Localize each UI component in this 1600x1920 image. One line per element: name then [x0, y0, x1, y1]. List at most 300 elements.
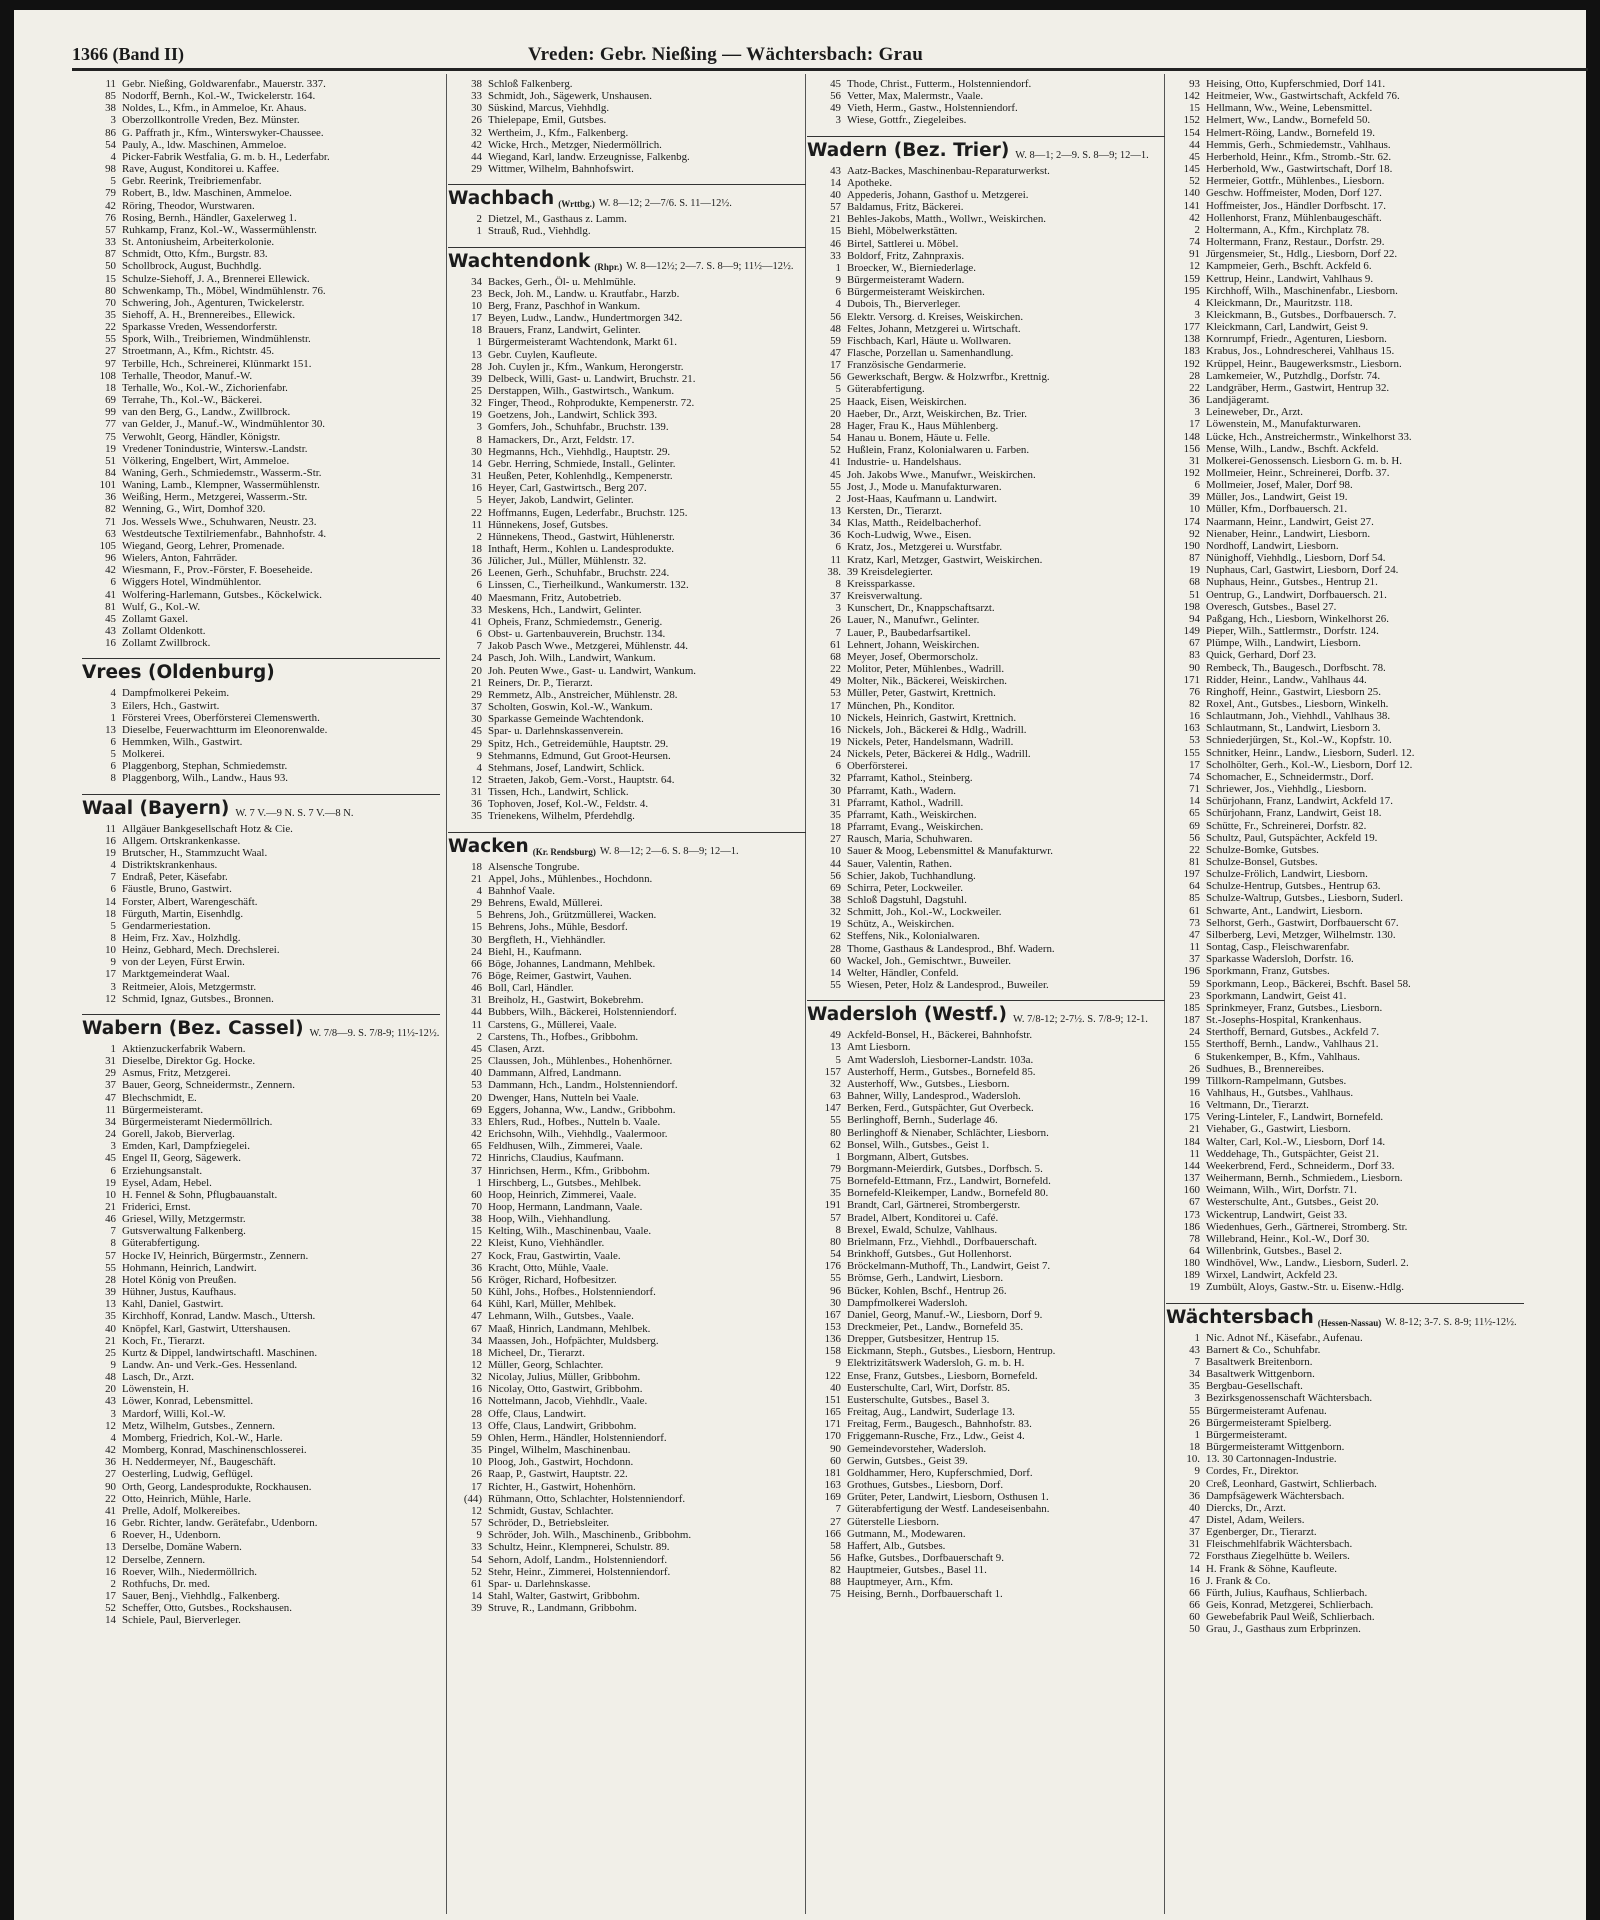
phone-number: 26 [471, 567, 482, 580]
directory-entry [1166, 1233, 1524, 1245]
phone-number: 40 [830, 188, 841, 201]
directory-entry [807, 165, 1165, 177]
phone-number: 31 [1189, 1538, 1200, 1551]
directory-entry [1166, 431, 1524, 443]
directory-entry [807, 675, 1165, 687]
phone-number: 18 [1189, 1441, 1200, 1454]
phone-number: 38. [827, 565, 841, 578]
phone-number: 79 [105, 187, 116, 200]
phone-number: 18 [471, 860, 482, 873]
phone-number: 27 [830, 1515, 841, 1528]
phone-number: 11 [105, 78, 116, 90]
subscriber-text: Distel, Adam, Weilers. [1206, 1513, 1305, 1526]
directory-entry [807, 469, 1165, 481]
phone-number: 53 [471, 1079, 482, 1092]
subscriber-text: Gorell, Jakob, Bierverlag. [122, 1128, 235, 1141]
directory-entry [807, 359, 1165, 371]
subscriber-text: Gebr. Nießing, Goldwarenfabr., Mauerstr. 337. [122, 78, 326, 90]
phone-number: 56 [830, 90, 841, 103]
phone-number: 32 [471, 1371, 482, 1384]
directory-entry [807, 590, 1165, 602]
subscriber-text: Fürguth, Martin, Eisenhdlg. [122, 907, 244, 920]
phone-number: 160 [1183, 1184, 1200, 1197]
subscriber-text: Feltes, Johann, Metzgerei u. Wirtschaft. [847, 322, 1021, 335]
directory-entry [448, 1371, 806, 1383]
phone-number: 24 [471, 945, 482, 958]
subscriber-text: Dwenger, Hans, Nutteln bei Vaale. [488, 1091, 639, 1104]
directory-entry [448, 114, 806, 126]
phone-number: 9 [110, 956, 116, 969]
subscriber-text: Egenberger, Dr., Tierarzt. [1206, 1526, 1317, 1539]
subscriber-text: Oberförsterei. [847, 760, 908, 773]
directory-entry [1166, 759, 1524, 771]
directory-entry [1166, 552, 1524, 564]
subscriber-text: Hinrichsen, Herm., Kfm., Gribbohm. [488, 1164, 650, 1177]
subscriber-text: Helmert-Röing, Landw., Bornefeld 19. [1206, 126, 1375, 139]
directory-entry [807, 724, 1165, 736]
subscriber-text: Endraß, Peter, Käsefabr. [122, 871, 228, 884]
phone-number: 16 [471, 482, 482, 495]
phone-number: 165 [824, 1406, 841, 1419]
town-region: (Wrttbg.) [558, 199, 595, 210]
directory-entry [807, 456, 1165, 468]
subscriber-text: Lauer, P., Baubedarfsartikel. [847, 626, 971, 639]
phone-number: 12 [1189, 260, 1200, 273]
town-heading [1166, 1303, 1524, 1328]
subscriber-text: Allgäuer Bankgesellschaft Hotz & Cie. [122, 822, 293, 835]
directory-entry [1166, 528, 1524, 540]
directory-column-3 [807, 78, 1165, 1904]
phone-number: 54 [105, 138, 116, 151]
phone-number: 2 [835, 492, 841, 505]
town-region: (Kr. Rendsburg) [532, 846, 596, 857]
subscriber-text: Rothfuchs, Dr. med. [122, 1577, 211, 1590]
directory-entry [448, 1383, 806, 1395]
subscriber-text: Obst- u. Gartenbauverein, Bruchstr. 134. [488, 628, 666, 641]
phone-number: 25 [471, 1055, 482, 1068]
subscriber-text: Cordes, Fr., Direktor. [1206, 1465, 1299, 1478]
subscriber-text: Terrahe, Th., Kol.-W., Bäckerei. [122, 394, 263, 407]
directory-entry [1166, 625, 1524, 637]
subscriber-text: Bornefeld-Ettmann, Frz., Landwirt, Bornefeld. [847, 1175, 1051, 1188]
phone-number: 57 [105, 223, 116, 236]
subscriber-text: Rosing, Bernh., Händler, Gaxelerweg 1. [122, 211, 297, 224]
subscriber-text: Bornefeld-Kleikemper, Landw., Bornefeld 80. [847, 1187, 1049, 1200]
subscriber-text: Gendarmeriestation. [122, 919, 211, 932]
directory-entry [82, 285, 440, 297]
directory-entry [448, 774, 806, 786]
office-hours: W. 8-12; 3-7. S. 8-9; 11½-12½. [1385, 1316, 1517, 1328]
subscriber-text: Rühmann, Otto, Schlachter, Holstenniendorf. [488, 1492, 686, 1505]
town-name: Wacken [448, 835, 529, 857]
phone-number: (44) [463, 1492, 482, 1505]
phone-number: 141 [1183, 199, 1200, 212]
directory-entry [82, 479, 440, 491]
subscriber-text: Herberhold, Heinr., Kfm., Stromb.-Str. 62. [1206, 150, 1392, 163]
phone-number: 163 [824, 1479, 841, 1492]
directory-entry [448, 1152, 806, 1164]
subscriber-text: Schollbrock, August, Buchhdlg. [122, 260, 262, 273]
subscriber-text: Pfarramt, Kathol., Steinberg. [847, 772, 973, 785]
directory-entry [448, 1031, 806, 1043]
directory-entry [807, 1309, 1165, 1321]
town-name: Wabern (Bez. Cassel) [82, 1017, 304, 1039]
directory-entry [448, 873, 806, 885]
directory-entry [1166, 503, 1524, 515]
directory-entry [807, 1260, 1165, 1272]
subscriber-text: Koch, Fr., Tierarzt. [122, 1334, 205, 1347]
directory-entry [82, 528, 440, 540]
subscriber-text: Hoffmeister, Jos., Händler Dorfbscht. 17. [1206, 199, 1386, 212]
subscriber-text: Gemeindevorsteher, Wadersloh. [847, 1442, 987, 1455]
phone-number: 71 [1189, 783, 1200, 796]
subscriber-text: Amt Liesborn. [847, 1041, 911, 1054]
subscriber-text: Bergbau-Gesellschaft. [1206, 1380, 1303, 1393]
phone-number: 55 [105, 1261, 116, 1274]
phone-number: 157 [824, 1065, 841, 1078]
subscriber-text: Daniel, Georg, Manuf.-W., Liesborn, Dorf 9. [847, 1308, 1043, 1321]
phone-number: 21 [105, 1334, 116, 1347]
directory-entry [448, 1468, 806, 1480]
phone-number: 14 [105, 1614, 116, 1627]
subscriber-text: Nickels, Heinrich, Gastwirt, Krettnich. [847, 711, 1017, 724]
directory-entry [1166, 1453, 1524, 1465]
directory-entry [448, 970, 806, 982]
directory-entry [448, 324, 806, 336]
phone-number: 32 [830, 906, 841, 919]
directory-entry [448, 640, 806, 652]
phone-number: 30 [471, 713, 482, 726]
subscriber-text: Raap, P., Gastwirt, Hauptstr. 22. [488, 1468, 628, 1481]
subscriber-text: Schmidt, Otto, Kfm., Burgstr. 83. [122, 248, 268, 261]
directory-entry [1166, 1257, 1524, 1269]
directory-entry [807, 323, 1165, 335]
directory-entry [82, 883, 440, 895]
directory-entry [448, 652, 806, 664]
directory-entry [82, 576, 440, 588]
phone-number: 2 [476, 530, 482, 543]
subscriber-text: Bergfleth, H., Viehhändler. [488, 933, 606, 946]
subscriber-text: Heising, Otto, Kupferschmied, Dorf 141. [1206, 78, 1386, 90]
directory-entry [82, 443, 440, 455]
subscriber-text: Gutsverwaltung Falkenberg. [122, 1225, 246, 1238]
phone-number: 167 [824, 1308, 841, 1321]
directory-entry [807, 566, 1165, 578]
office-hours: W. 8—12; 2—7/6. S. 11—12½. [598, 198, 732, 210]
directory-entry [1166, 321, 1524, 333]
subscriber-text: Haffert, Alb., Gutsbes. [847, 1539, 946, 1552]
phone-number: 48 [830, 322, 841, 335]
directory-entry [1166, 443, 1524, 455]
directory-entry [448, 1104, 806, 1116]
directory-entry [82, 1432, 440, 1444]
subscriber-text: Nünighoff, Viehhdlg., Liesborn, Dorf 54. [1206, 552, 1386, 565]
phone-number: 35 [830, 1187, 841, 1200]
directory-entry [1166, 212, 1524, 224]
directory-entry [1166, 795, 1524, 807]
phone-number: 3 [835, 602, 841, 615]
directory-entry [448, 213, 806, 225]
subscriber-text: Plaggenborg, Wilh., Landw., Haus 93. [122, 772, 289, 785]
phone-number: 31 [1189, 454, 1200, 467]
phone-number: 6 [110, 1164, 116, 1177]
directory-entry [807, 1503, 1165, 1515]
directory-entry [807, 517, 1165, 529]
phone-number: 43 [105, 625, 116, 638]
directory-entry [1166, 187, 1524, 199]
directory-entry [82, 1529, 440, 1541]
subscriber-text: Meyer, Josef, Obermorscholz. [847, 650, 979, 663]
directory-entry [1166, 78, 1524, 90]
subscriber-text: Offe, Claus, Landwirt, Gribbohm. [488, 1419, 637, 1432]
directory-entry [807, 1272, 1165, 1284]
phone-number: 154 [1183, 126, 1200, 139]
directory-entry [82, 163, 440, 175]
phone-number: 61 [830, 638, 841, 651]
directory-entry [82, 712, 440, 724]
directory-entry [1166, 455, 1524, 467]
subscriber-text: Basaltwerk Wittgenborn. [1206, 1368, 1315, 1381]
directory-entry [82, 1165, 440, 1177]
directory-entry [448, 1286, 806, 1298]
directory-entry [82, 601, 440, 613]
directory-entry [1166, 491, 1524, 503]
directory-entry [82, 760, 440, 772]
directory-entry [448, 1274, 806, 1286]
phone-number: 5 [476, 494, 482, 507]
directory-entry [1166, 698, 1524, 710]
subscriber-text: Hirschberg, L., Gutsbes., Mehlbek. [488, 1176, 642, 1189]
directory-entry [1166, 649, 1524, 661]
subscriber-text: Nordhoff, Landwirt, Liesborn. [1206, 539, 1339, 552]
directory-entry [807, 1151, 1165, 1163]
directory-entry [82, 637, 440, 649]
subscriber-text: Quick, Gerhard, Dorf 23. [1206, 649, 1317, 662]
phone-number: 26 [1189, 1416, 1200, 1429]
phone-number: 16 [1189, 710, 1200, 723]
subscriber-text: Gebr. Richter, landw. Gerätefabr., Udenborn. [122, 1517, 318, 1530]
phone-number: 5 [835, 383, 841, 396]
phone-number: 196 [1183, 965, 1200, 978]
subscriber-text: Wickentrup, Landwirt, Geist 33. [1206, 1208, 1348, 1221]
directory-entry [807, 906, 1165, 918]
subscriber-text: Remmetz, Alb., Anstreicher, Mühlenstr. 28. [488, 688, 678, 701]
phone-number: 54 [830, 1248, 841, 1261]
subscriber-text: Bürgermeisteramt Wadern. [847, 274, 965, 287]
subscriber-text: Robert, B., ldw. Maschinen, Ammeloe. [122, 187, 292, 200]
phone-number: 192 [1183, 357, 1200, 370]
subscriber-text: Schulze-Hentrup, Gutsbes., Hentrup 63. [1206, 880, 1381, 893]
phone-number: 36 [105, 1456, 116, 1469]
phone-number: 46 [471, 982, 482, 995]
subscriber-text: Koch-Ludwig, Wwe., Eisen. [847, 529, 972, 542]
directory-entry [82, 1371, 440, 1383]
office-hours: W. 8—12; 2—6. S. 8—9; 12—1. [599, 845, 739, 857]
directory-entry [448, 102, 806, 114]
directory-entry [807, 1588, 1165, 1600]
directory-entry [807, 225, 1165, 237]
directory-entry [807, 1163, 1165, 1175]
subscriber-text: Metz, Wilhelm, Gutsbes., Zennern. [122, 1419, 276, 1432]
phone-number: 30 [471, 933, 482, 946]
directory-entry [1166, 90, 1524, 102]
subscriber-text: Hohmann, Heinrich, Landwirt. [122, 1261, 257, 1274]
phone-number: 16 [1189, 1574, 1200, 1587]
phone-number: 52 [1189, 175, 1200, 188]
directory-entry [807, 760, 1165, 772]
subscriber-text: Alsensche Tongrube. [488, 860, 580, 873]
subscriber-text: Gomfers, Joh., Schuhfabr., Bruchstr. 139. [488, 421, 669, 434]
directory-entry [1166, 1344, 1524, 1356]
phone-number: 166 [824, 1527, 841, 1540]
directory-entry [448, 1092, 806, 1104]
directory-entry [82, 127, 440, 139]
directory-entry [82, 1213, 440, 1225]
phone-number: 40 [830, 1381, 841, 1394]
subscriber-text: Plümpe, Wilh., Landwirt, Liesborn. [1206, 637, 1361, 650]
directory-entry [1166, 856, 1524, 868]
header-rule [72, 68, 1588, 71]
subscriber-text: Landgräber, Herm., Gastwirt, Hentrup 32. [1206, 381, 1390, 394]
subscriber-text: Derselbe, Domäne Wabern. [122, 1541, 242, 1554]
subscriber-text: Brielmann, Frz., Viehhdl., Dorfbauerschaft. [847, 1235, 1037, 1248]
subscriber-text: Apotheke. [847, 176, 893, 189]
phone-number: 67 [1189, 1196, 1200, 1209]
subscriber-text: Schürjohann, Franz, Landwirt, Geist 18. [1206, 807, 1382, 820]
subscriber-text: Sontag, Casp., Fleischwarenfabr. [1206, 941, 1350, 954]
directory-entry [82, 1444, 440, 1456]
directory-entry [807, 979, 1165, 991]
directory-entry [82, 1286, 440, 1298]
phone-number: 8 [835, 1223, 841, 1236]
subscriber-text: Maesmann, Fritz, Autobetrieb. [488, 591, 622, 604]
subscriber-text: Kühl, Johs., Hofbes., Holstenniendorf. [488, 1286, 656, 1299]
subscriber-text: Kersten, Dr., Tierarzt. [847, 505, 942, 517]
subscriber-text: Nodorff, Bernh., Kol.-W., Twickelerstr. 164. [122, 90, 316, 103]
phone-number: 82 [830, 1564, 841, 1577]
subscriber-text: Knöpfel, Karl, Gastwirt, Uttershausen. [122, 1322, 291, 1335]
subscriber-text: Gebr. Herring, Schmiede, Install., Gelinter. [488, 457, 676, 470]
phone-number: 35 [105, 308, 116, 321]
phone-number: 57 [105, 1249, 116, 1262]
directory-entry [448, 494, 806, 506]
phone-number: 7 [1194, 1355, 1200, 1368]
subscriber-text: Schlautmann, Joh., Viehhdl., Vahlhaus 38. [1206, 710, 1391, 723]
subscriber-text: Heyer, Jakob, Landwirt, Gelinter. [488, 494, 634, 507]
subscriber-text: Hemmken, Wilh., Gastwirt. [122, 735, 243, 748]
phone-number: 24 [1189, 1026, 1200, 1039]
directory-entry [1166, 929, 1524, 941]
directory-entry [448, 762, 806, 774]
phone-number: 39 [471, 1602, 482, 1615]
subscriber-text: Schwarte, Ant., Landwirt, Liesborn. [1206, 904, 1363, 917]
directory-entry [82, 455, 440, 467]
subscriber-text: Bahner, Willy, Landesprod., Wadersloh. [847, 1090, 1021, 1103]
directory-entry [1166, 674, 1524, 686]
subscriber-text: Rembeck, Th., Baugesch., Dorfbscht. 78. [1206, 661, 1386, 674]
subscriber-text: Derselbe, Zennern. [122, 1553, 206, 1566]
phone-number: 8 [110, 1237, 116, 1250]
directory-entry [448, 628, 806, 640]
directory-column-2 [448, 78, 806, 1904]
subscriber-text: Böge, Reimer, Gastwirt, Vauhen. [488, 970, 632, 982]
phone-number: 6 [1194, 1050, 1200, 1063]
subscriber-text: Schniederjürgen, St., Kol.-W., Kopfstr. 10. [1206, 734, 1392, 747]
phone-number: 71 [105, 515, 116, 528]
directory-entry [448, 1006, 806, 1018]
phone-number: 26 [471, 1468, 482, 1481]
subscriber-text: Landw. An- und Verk.-Ges. Hessenland. [122, 1359, 298, 1371]
directory-entry [82, 90, 440, 102]
subscriber-text: Wiegand, Georg, Lehrer, Promenade. [122, 539, 285, 552]
subscriber-text: Molkerei. [122, 748, 165, 761]
phone-number: 49 [830, 675, 841, 688]
directory-entry [1166, 1136, 1524, 1148]
phone-number: 96 [830, 1284, 841, 1297]
directory-entry [82, 993, 440, 1005]
subscriber-text: Vredener Tonindustrie, Wintersw.-Landstr. [122, 442, 308, 455]
phone-number: 18 [830, 821, 841, 834]
subscriber-text: Feldhusen, Wilh., Zimmerei, Vaale. [488, 1140, 643, 1153]
phone-number: 1 [476, 225, 482, 238]
directory-entry [1166, 285, 1524, 297]
directory-entry [807, 1345, 1165, 1357]
subscriber-text: Bürgermeisteramt Aufenau. [1206, 1404, 1327, 1417]
directory-entry [1166, 370, 1524, 382]
subscriber-text: Nickels, Peter, Handelsmann, Wadrill. [847, 735, 1014, 748]
subscriber-text: Mollmeier, Josef, Maler, Dorf 98. [1206, 479, 1353, 492]
directory-entry [448, 555, 806, 567]
directory-entry [807, 1576, 1165, 1588]
phone-number: 27 [105, 345, 116, 358]
directory-entry [82, 1323, 440, 1335]
subscriber-text: Kahl, Daniel, Gastwirt. [122, 1298, 224, 1311]
subscriber-text: Müller, Georg, Schlachter. [488, 1359, 604, 1371]
directory-entry [807, 262, 1165, 274]
phone-number: 1 [110, 1042, 116, 1055]
phone-number: 64 [1189, 1245, 1200, 1257]
directory-entry [448, 409, 806, 421]
subscriber-text: Veltmann, Dr., Tierarzt. [1206, 1099, 1309, 1112]
phone-number: 37 [830, 590, 841, 603]
subscriber-text: Bücker, Kohlen, Bschf., Hentrup 26. [847, 1284, 1007, 1297]
subscriber-text: Waning, Lamb., Klempner, Wassermühlenstr. [122, 479, 320, 492]
phone-number: 79 [830, 1162, 841, 1175]
phone-number: 1 [1194, 1428, 1200, 1441]
town-name: Wachbach [448, 188, 555, 210]
phone-number: 40 [105, 1322, 116, 1335]
subscriber-text: J. Frank & Co. [1206, 1574, 1271, 1587]
directory-entry [1166, 564, 1524, 576]
subscriber-text: Finger, Theod., Rohprodukte, Kempenerstr. 72. [488, 397, 695, 410]
phone-number: 33 [471, 90, 482, 103]
subscriber-text: Vahlhaus, H., Gutsbes., Vahlhaus. [1206, 1086, 1354, 1099]
phone-number: 5 [110, 919, 116, 932]
subscriber-text: Sparkasse Gemeinde Wachtendonk. [488, 713, 644, 726]
subscriber-text: Rausch, Maria, Schuhwaren. [847, 833, 973, 846]
phone-number: 25 [471, 384, 482, 397]
subscriber-text: Claussen, Joh., Mühlenbes., Hohenhörner. [488, 1055, 673, 1068]
phone-number: 1 [1194, 1331, 1200, 1344]
directory-entry [82, 920, 440, 932]
town-name: Wadersloh (Westf.) [807, 1004, 1007, 1026]
directory-entry [448, 897, 806, 909]
subscriber-text: Brexel, Ewald, Schulze, Vahlhaus. [847, 1223, 998, 1236]
phone-number: 28 [471, 360, 482, 373]
subscriber-text: Naarmann, Heinr., Landwirt, Geist 27. [1206, 515, 1374, 528]
subscriber-text: Stahl, Walter, Gastwirt, Gribbohm. [488, 1589, 640, 1602]
phone-number: 6 [835, 760, 841, 773]
